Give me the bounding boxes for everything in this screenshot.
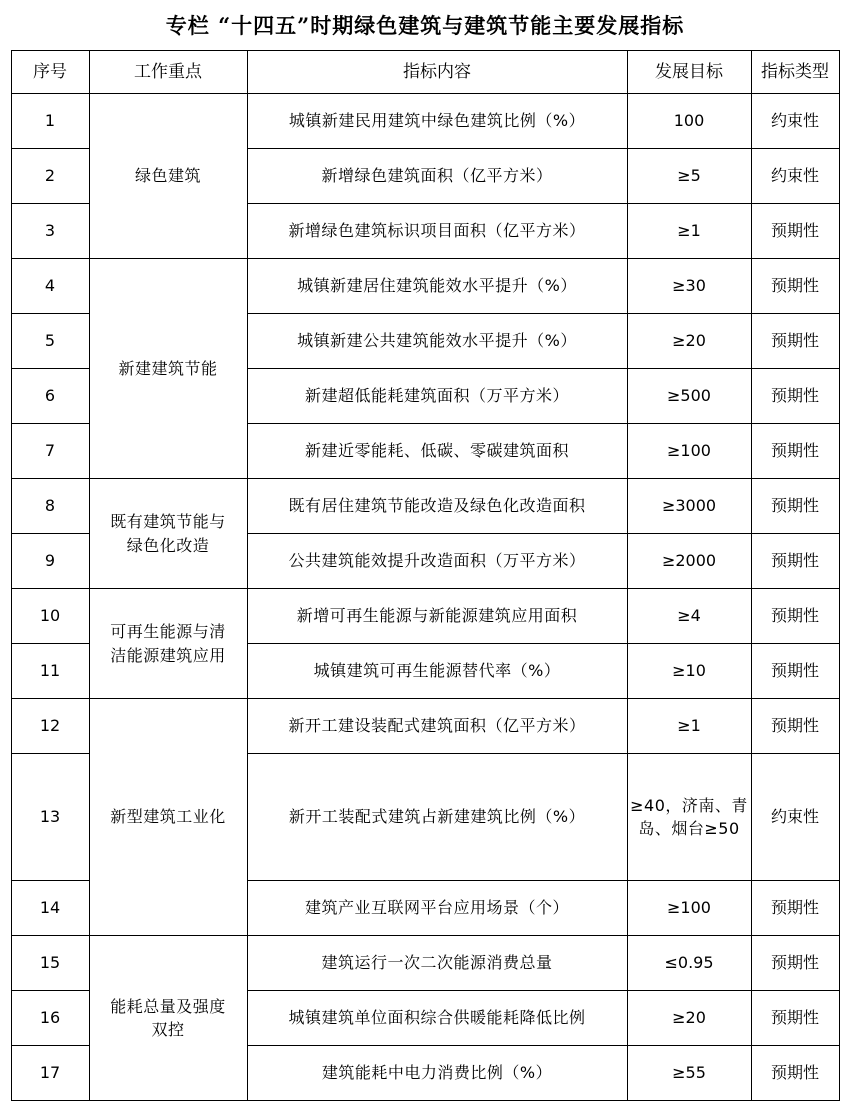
cell-item: 城镇新建居住建筑能效水平提升（%） [247, 259, 627, 314]
cell-item: 新增绿色建筑面积（亿平方米） [247, 149, 627, 204]
column-header-goal: 发展目标 [627, 51, 751, 94]
cell-item: 新建近零能耗、低碳、零碳建筑面积 [247, 424, 627, 479]
cell-focus: 绿色建筑 [89, 94, 247, 259]
cell-focus: 新建建筑节能 [89, 259, 247, 479]
cell-type: 预期性 [751, 991, 839, 1046]
cell-goal: ≥30 [627, 259, 751, 314]
cell-type: 预期性 [751, 479, 839, 534]
cell-item: 建筑产业互联网平台应用场景（个） [247, 881, 627, 936]
table-row [11, 936, 839, 991]
cell-focus: 可再生能源与清 洁能源建筑应用 [89, 589, 247, 699]
cell-type: 预期性 [751, 369, 839, 424]
table-header-row [11, 51, 839, 94]
cell-focus: 能耗总量及强度 双控 [89, 936, 247, 1101]
cell-no: 5 [11, 314, 89, 369]
cell-goal: ≥5 [627, 149, 751, 204]
column-header-item: 指标内容 [247, 51, 627, 94]
cell-item: 新增可再生能源与新能源建筑应用面积 [247, 589, 627, 644]
cell-no: 14 [11, 881, 89, 936]
cell-item: 城镇新建公共建筑能效水平提升（%） [247, 314, 627, 369]
cell-no: 2 [11, 149, 89, 204]
cell-type: 预期性 [751, 881, 839, 936]
cell-item: 城镇建筑单位面积综合供暖能耗降低比例 [247, 991, 627, 1046]
cell-no: 12 [11, 699, 89, 754]
cell-item: 公共建筑能效提升改造面积（万平方米） [247, 534, 627, 589]
cell-type: 预期性 [751, 534, 839, 589]
cell-goal: ≥10 [627, 644, 751, 699]
table-body [11, 94, 839, 1101]
table-row [11, 94, 839, 149]
page-title: 专栏 “十四五”时期绿色建筑与建筑节能主要发展指标 [165, 13, 685, 38]
cell-no: 6 [11, 369, 89, 424]
cell-goal: ≥1 [627, 699, 751, 754]
cell-goal: ≥4 [627, 589, 751, 644]
cell-item: 城镇新建民用建筑中绿色建筑比例（%） [247, 94, 627, 149]
cell-type: 预期性 [751, 424, 839, 479]
cell-no: 13 [11, 754, 89, 881]
cell-type: 预期性 [751, 259, 839, 314]
table-row [11, 699, 839, 754]
cell-goal: ≥100 [627, 424, 751, 479]
cell-type: 预期性 [751, 699, 839, 754]
cell-no: 3 [11, 204, 89, 259]
cell-item: 新建超低能耗建筑面积（万平方米） [247, 369, 627, 424]
cell-no: 7 [11, 424, 89, 479]
cell-item: 新增绿色建筑标识项目面积（亿平方米） [247, 204, 627, 259]
cell-no: 17 [11, 1046, 89, 1101]
cell-type: 约束性 [751, 149, 839, 204]
cell-type: 预期性 [751, 1046, 839, 1101]
cell-goal: ≥100 [627, 881, 751, 936]
cell-item: 既有居住建筑节能改造及绿色化改造面积 [247, 479, 627, 534]
cell-goal: ≥55 [627, 1046, 751, 1101]
cell-type: 预期性 [751, 204, 839, 259]
table-row [11, 479, 839, 534]
cell-item: 城镇建筑可再生能源替代率（%） [247, 644, 627, 699]
cell-goal: ≥1 [627, 204, 751, 259]
cell-focus: 新型建筑工业化 [89, 699, 247, 936]
cell-item: 新开工建设装配式建筑面积（亿平方米） [247, 699, 627, 754]
cell-no: 8 [11, 479, 89, 534]
cell-no: 9 [11, 534, 89, 589]
cell-goal: ≥3000 [627, 479, 751, 534]
cell-no: 11 [11, 644, 89, 699]
table-row [11, 589, 839, 644]
cell-type: 预期性 [751, 644, 839, 699]
cell-no: 16 [11, 991, 89, 1046]
column-header-focus: 工作重点 [89, 51, 247, 94]
cell-item: 建筑能耗中电力消费比例（%） [247, 1046, 627, 1101]
cell-goal: ≥500 [627, 369, 751, 424]
table-row [11, 259, 839, 314]
cell-type: 预期性 [751, 589, 839, 644]
cell-goal: ≥2000 [627, 534, 751, 589]
cell-no: 1 [11, 94, 89, 149]
cell-no: 4 [11, 259, 89, 314]
cell-goal: ≤0.95 [627, 936, 751, 991]
cell-no: 15 [11, 936, 89, 991]
cell-type: 约束性 [751, 94, 839, 149]
cell-no: 10 [11, 589, 89, 644]
cell-goal: ≥40，济南、青岛、烟台≥50 [627, 754, 751, 881]
cell-focus: 既有建筑节能与 绿色化改造 [89, 479, 247, 589]
cell-type: 预期性 [751, 936, 839, 991]
cell-type: 约束性 [751, 754, 839, 881]
column-header-no: 序号 [11, 51, 89, 94]
cell-type: 预期性 [751, 314, 839, 369]
cell-goal: 100 [627, 94, 751, 149]
cell-goal: ≥20 [627, 314, 751, 369]
column-header-type: 指标类型 [751, 51, 839, 94]
cell-item: 建筑运行一次二次能源消费总量 [247, 936, 627, 991]
cell-item: 新开工装配式建筑占新建建筑比例（%） [247, 754, 627, 881]
indicator-table [11, 50, 840, 1101]
cell-goal: ≥20 [627, 991, 751, 1046]
